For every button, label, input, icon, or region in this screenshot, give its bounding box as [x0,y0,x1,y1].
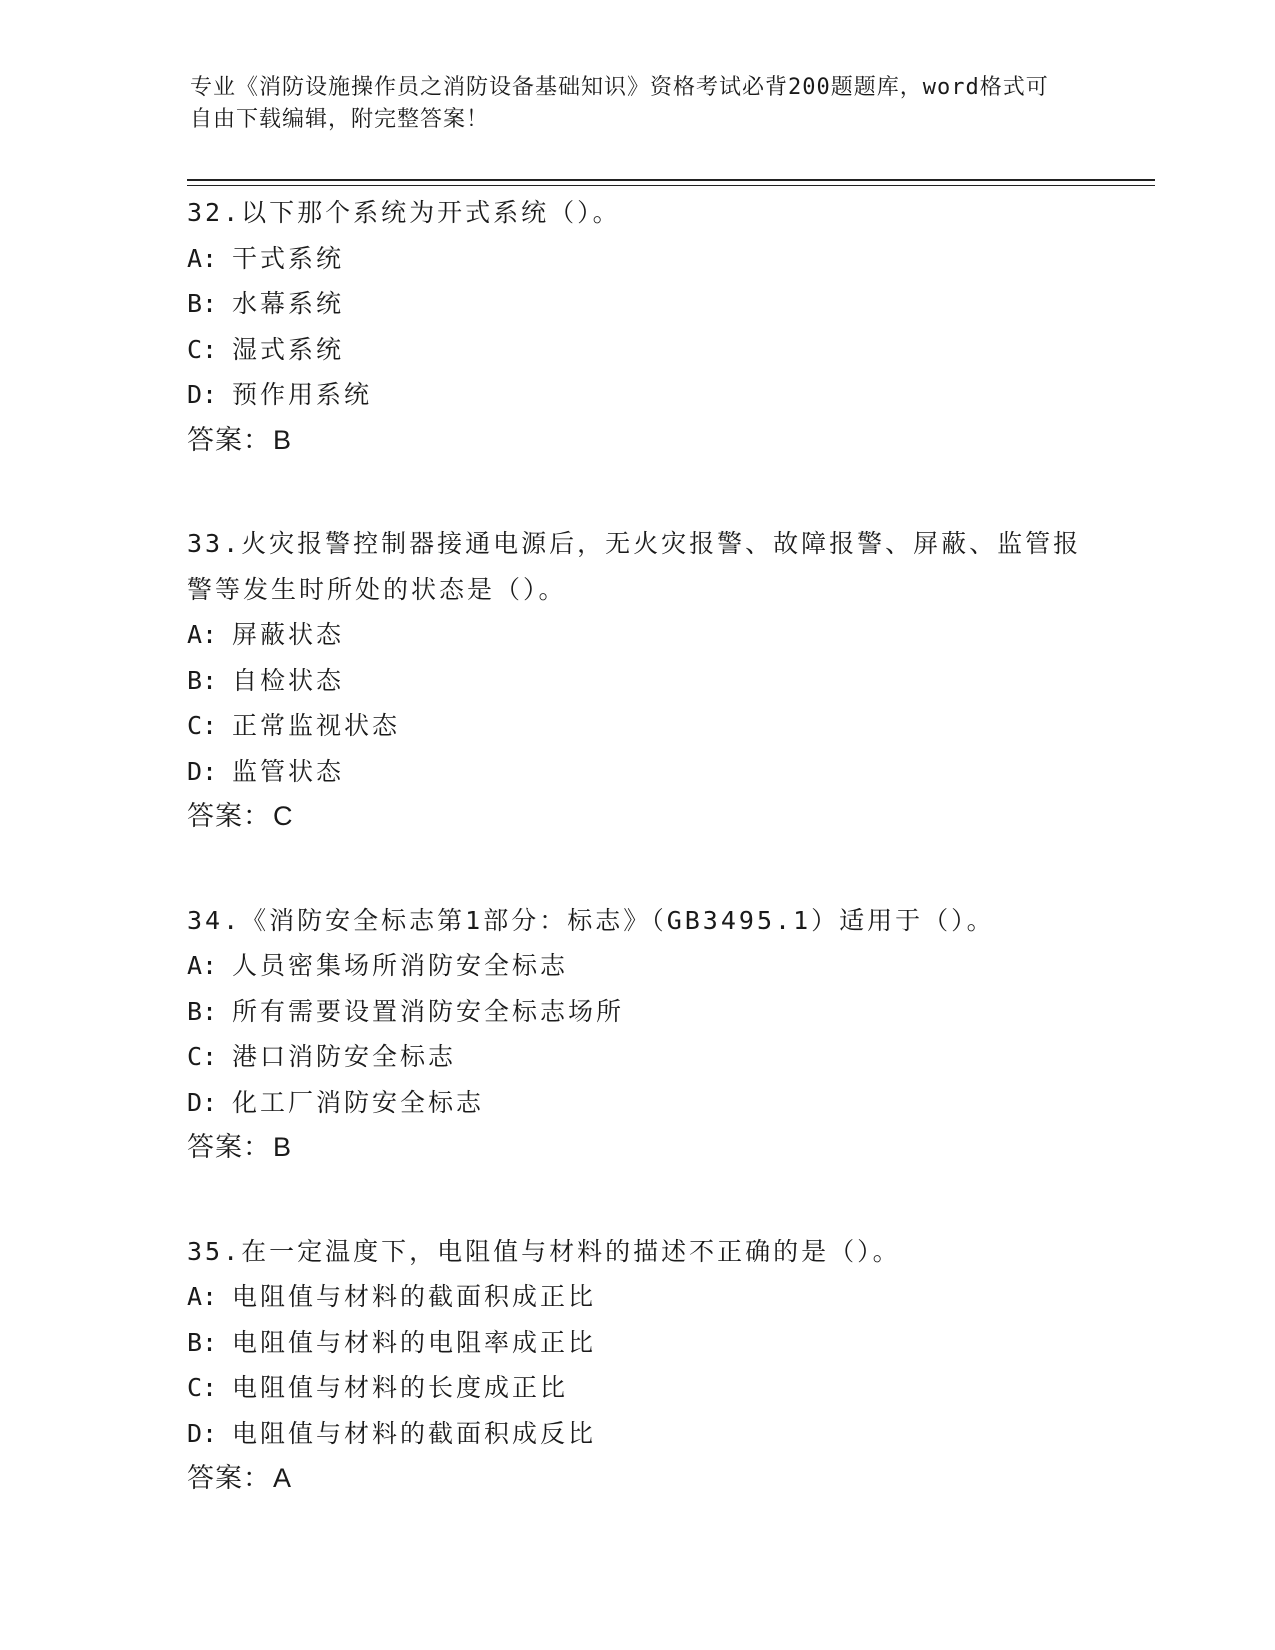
answer-value: B [273,1132,293,1162]
option-text: 电阻值与材料的截面积成反比 [232,1418,597,1448]
option-letter: C: [187,711,218,740]
option-letter: B: [187,1327,218,1357]
option-text: 正常监视状态 [232,711,401,740]
answer-label: 答案： [187,1132,271,1162]
option-d [187,749,1087,795]
option-a [187,943,1087,989]
option-a [187,1274,1087,1320]
option-c [187,1365,1087,1411]
question-stem: 33.火灾报警控制器接通电源后，无火灾报警、故障报警、屏蔽、监管报警等发生时所处的状态是（）。 [187,529,1082,604]
option-text: 监管状态 [232,756,345,786]
option-letter: C: [187,1042,218,1071]
answer-line [187,418,1087,464]
option-d [187,1411,1087,1457]
question-stem: 35.在一定温度下，电阻值与材料的描述不正确的是（）。 [187,1236,901,1266]
option-d [187,1080,1087,1126]
option-text: 屏蔽状态 [232,620,345,649]
option-letter: A: [187,243,218,273]
option-text: 预作用系统 [232,380,373,409]
answer-line [187,1456,1087,1502]
answer-value: C [273,801,294,831]
answer-value: A [273,1463,293,1493]
question-35 [187,1229,1087,1502]
answer-label: 答案： [187,801,271,831]
option-text: 人员密集场所消防安全标志 [232,951,569,980]
question-33 [187,521,1087,840]
option-a [187,612,1087,658]
header-divider-thick [187,179,1155,181]
question-list [187,190,1087,1560]
header-divider-thin [187,185,1155,186]
option-letter: A: [187,951,218,980]
question-34 [187,898,1087,1171]
answer-line [187,794,1087,840]
option-letter: A: [187,620,218,649]
option-text: 水幕系统 [232,289,345,318]
option-d [187,372,1087,418]
option-text: 电阻值与材料的电阻率成正比 [232,1327,597,1357]
option-letter: D: [187,380,218,409]
option-c [187,327,1087,373]
option-text: 电阻值与材料的截面积成正比 [232,1282,597,1311]
answer-line [187,1125,1087,1171]
option-letter: D: [187,1087,218,1117]
option-b [187,281,1087,327]
answer-label: 答案： [187,1463,271,1493]
option-text: 湿式系统 [232,334,345,364]
option-letter: B: [187,996,218,1026]
option-c [187,1034,1087,1080]
question-stem: 32.以下那个系统为开式系统（）。 [187,198,621,227]
option-text: 电阻值与材料的长度成正比 [232,1373,569,1402]
option-c [187,703,1087,749]
option-letter: D: [187,756,218,786]
option-text: 所有需要设置消防安全标志场所 [232,996,625,1026]
answer-label: 答案： [187,424,271,455]
option-b [187,658,1087,704]
option-letter: C: [187,334,218,364]
question-stem: 34.《消防安全标志第1部分：标志》（GB3495.1）适用于（）。 [187,905,995,935]
answer-value: B [273,424,293,455]
option-letter: A: [187,1282,218,1311]
option-letter: D: [187,1418,218,1448]
question-32 [187,190,1087,463]
document-intro: 专业《消防设施操作员之消防设备基础知识》资格考试必背200题题库，word格式可自由下载编辑，附完整答案！ [190,75,1049,132]
option-letter: C: [187,1373,218,1402]
option-text: 干式系统 [232,243,345,273]
option-letter: B: [187,665,218,695]
option-a [187,236,1087,282]
option-letter: B: [187,289,218,318]
option-b [187,989,1087,1035]
option-text: 港口消防安全标志 [232,1042,457,1071]
option-text: 自检状态 [232,665,345,695]
option-text: 化工厂消防安全标志 [232,1087,485,1117]
option-b [187,1320,1087,1366]
